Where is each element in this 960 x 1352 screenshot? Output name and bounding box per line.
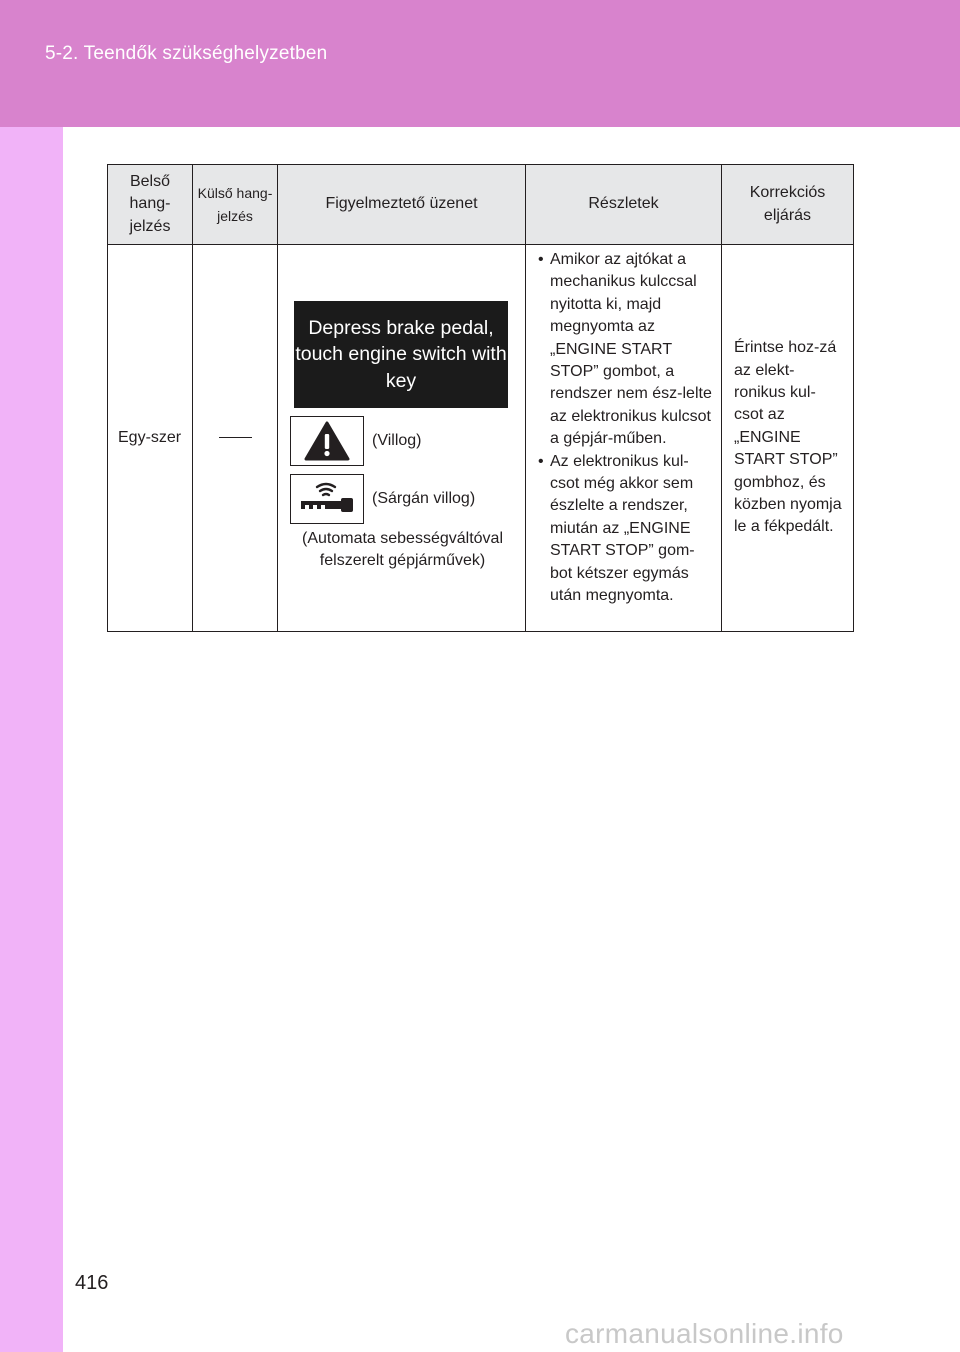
table-header-row (108, 165, 854, 245)
display-message-text: Depress brake pedal, touch engine switch with key (295, 316, 507, 392)
multi-info-display (294, 301, 508, 408)
detail-item: • Az elektronikus kul-csot még akkor sem észlelte a rendszer, miután az „ENGINE START STOP” gom-bot kétszer egymás után megnyomta. (536, 451, 713, 608)
smart-key-icon (290, 474, 364, 524)
warning-table (107, 164, 854, 632)
side-band (0, 0, 63, 1352)
warning-message-cell (278, 245, 526, 632)
key-indicator-label: (Sárgán villog) (372, 489, 476, 507)
col-correction: Korrekciós eljárás (722, 165, 854, 245)
dash-mark (219, 437, 252, 438)
col-external-beep: Külső hang-jelzés (193, 165, 278, 245)
internal-beep-cell (108, 245, 193, 632)
watermark: carmanualsonline.info (565, 1318, 844, 1349)
indicator-row-key (290, 474, 525, 524)
col-warning-message: Figyelmeztető üzenet (278, 165, 526, 245)
indicator-row-warning (290, 416, 525, 466)
details-cell (526, 245, 722, 632)
header-band (0, 0, 960, 127)
col-internal-beep: Belső hang-jelzés (108, 165, 193, 245)
page-number: 416 (75, 1272, 109, 1294)
warning-triangle-icon (290, 416, 364, 466)
correction-cell (722, 245, 854, 632)
correction-text: Érintse hoz-zá az elekt-ronikus kul-csot az „ENGINE START STOP” gombhoz, és közben nyomja le a fékpedált. (734, 339, 842, 536)
detail-item: • Amikor az ajtókat a mechanikus kulccsal nyitotta ki, majd megnyomta az „ENGINE START STOP” gombot, a rendszer nem ész-lelte az elektronikus kulcsot a gépjár-műben. (536, 249, 713, 451)
internal-beep-value: Egy-szer (118, 428, 182, 446)
transmission-note: (Automata sebességváltóval felszerelt gépjárművek) (302, 530, 503, 570)
external-beep-cell (193, 245, 278, 632)
col-details: Részletek (526, 165, 722, 245)
section-title: 5-2. Teendők szükséghelyzetben (45, 43, 328, 64)
table-row (108, 245, 854, 632)
warning-indicator-label: (Villog) (372, 431, 422, 449)
